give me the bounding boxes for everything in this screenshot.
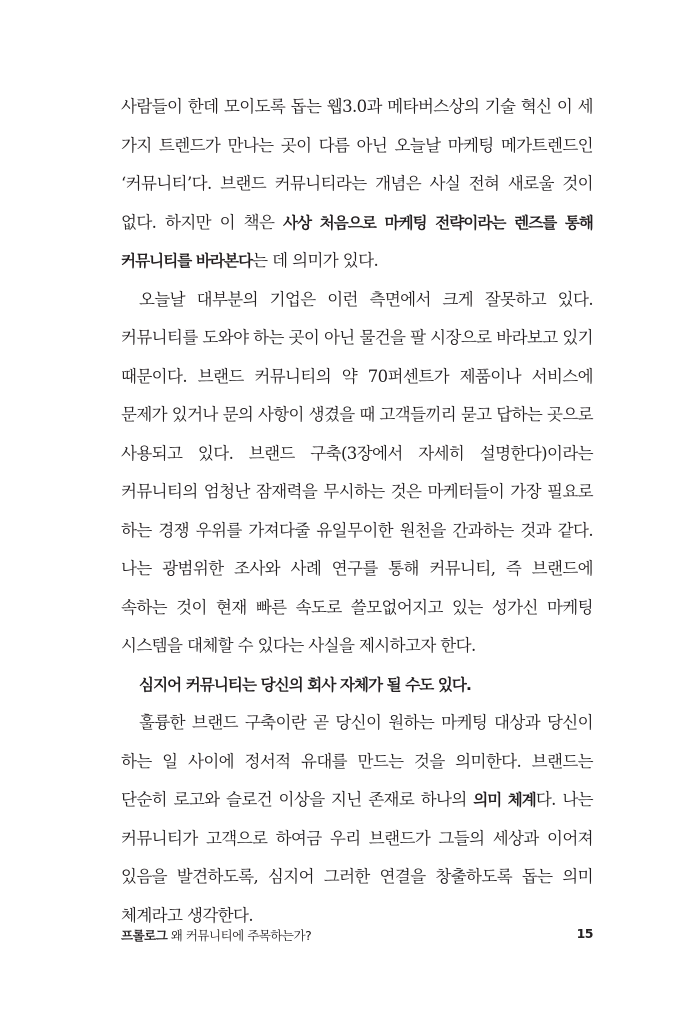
paragraph-2: 오늘날 대부분의 기업은 이런 측면에서 크게 잘못하고 있다. 커뮤니티를 도와야 하는 곳이 아닌 물건을 팔 시장으로 바라보고 있기 때문이다. 브랜드 커뮤니티의 약 70퍼센트가 제품이나 서비스에 문제가 있거나 문의 사항이 생겼을 때 고객들끼리 묻고 답하는 곳으로 사용되고 있다. 브랜드 구축(3장에서 자세히 설명한다)이라는 커뮤니티의 엄청난 잠재력을 무시하는 것은 마케터들이 가장 필요로 하는 경쟁 우위를 가져다줄 유일무이한 원천을 간과하는 것과 같다. 나는 광범위한 조사와 사례 연구를 통해 커뮤니티, 즉 브랜드에 속하는 것이 현재 빠른 속도로 쓸모없어지고 있는 성가신 마케팅 시스템을 대체할 수 있다는 사실을 제시하고자 한다. xyxy=(121,289,593,655)
paragraph-4-emphasis: 의미 체계 xyxy=(473,791,536,809)
paragraph-1-emphasis: 사상 처음으로 마케팅 전략이라는 렌즈를 통해 커뮤니티를 바라본다 xyxy=(121,213,594,270)
page-number: 15 xyxy=(576,926,593,941)
paragraph-3-emphasis: 심지어 커뮤니티는 당신의 회사 자체가 될 수도 있다. xyxy=(139,675,471,694)
paragraph-1-text-end: 는 데 의미가 있다. xyxy=(252,251,379,270)
paragraph-4-text: 훌륭한 브랜드 구축이란 곧 당신이 원하는 마케팅 대상과 당신이 하는 일 사이에 정서적 유대를 만드는 것을 의미한다. 브랜드는 단순히 로고와 슬로건 이상을 지닌 존재로 하나의 xyxy=(121,713,593,809)
body-text xyxy=(121,88,593,935)
chapter-label: 프롤로그 xyxy=(121,928,168,943)
paragraph-4-text-end: 다. 나는 커뮤니티가 고객으로 하여금 우리 브랜드가 그들의 세상과 이어져 있음을 발견하도록, 심지어 그러한 연결을 창출하도록 돕는 의미 체계라고 생각한다. xyxy=(121,790,593,925)
paragraph-1 xyxy=(121,88,593,281)
chapter-title: 왜 커뮤니티에 주목하는가? xyxy=(170,928,312,943)
running-footer xyxy=(121,926,593,948)
paragraph-4 xyxy=(121,704,593,935)
paragraph-1-text: 사람들이 한데 모이도록 돕는 웹3.0과 메타버스상의 기술 혁신 이 세 가지 트렌드가 만나는 곳이 다름 아닌 오늘날 마케팅 메가트렌드인 ‘커뮤니티’다. 브랜드 커뮤니티라는 개념은 사실 전혀 새로울 것이 없다. 하지만 이 책은 xyxy=(121,97,593,232)
